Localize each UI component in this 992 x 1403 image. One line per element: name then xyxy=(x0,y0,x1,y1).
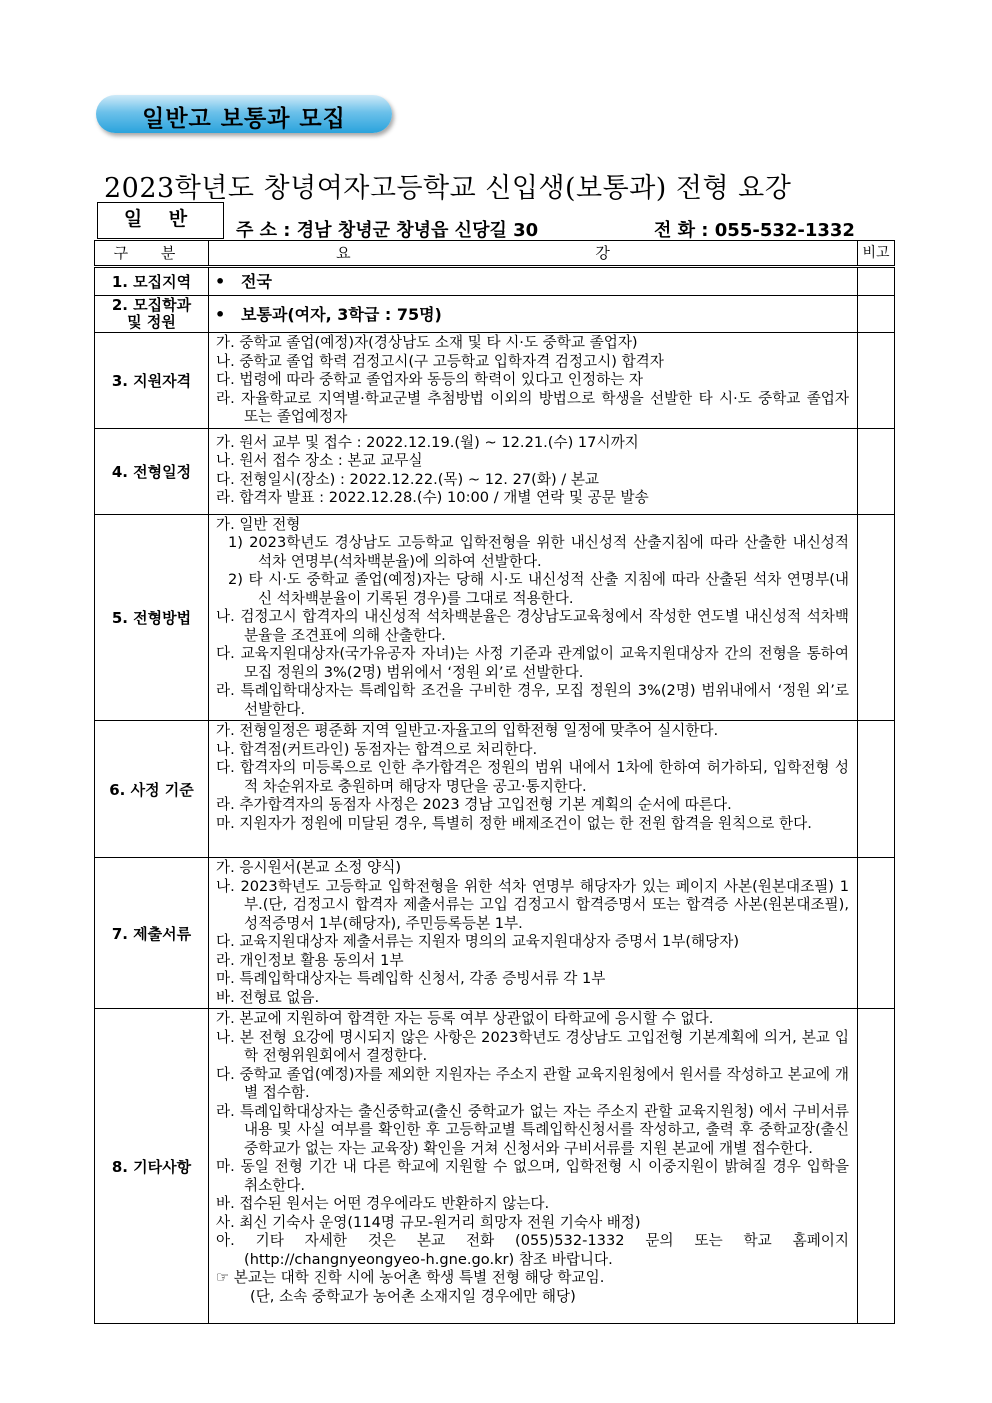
list-item: 마. 지원자가 정원에 미달된 경우, 특별히 정한 배제조건이 없는 한 전원 합격을 원칙으로 한다. xyxy=(216,814,812,832)
header-summary: 요 강 xyxy=(336,244,730,262)
list-item: 가. 중학교 졸업(예정)자(경상남도 소재 및 타 시·도 중학교 졸업자) xyxy=(216,334,638,351)
row-content: • 보통과(여자, 3학급 : 75명) xyxy=(215,304,442,324)
header-remarks: 비고 xyxy=(862,245,890,261)
list-item: 나. 중학교 졸업 학력 검정고시(구 고등학교 입학자격 검정고시) 합격자 xyxy=(216,352,664,370)
list-item: 사. 최신 기숙사 운영(114명 규모-원거리 희망자 전원 기숙사 배정) xyxy=(216,1213,641,1231)
list-item: 다. 합격자의 미등록으로 인한 추가합격은 정원의 범위 내에서 1차에 한하여 허가하되, 입학전형 성적 차순위자로 충원하며 해당자 명단을 공고·통지한다. xyxy=(216,759,849,795)
category-tag: 일 반 xyxy=(97,202,224,239)
list-item: 다. 교육지원대상자(국가유공자 자녀)는 사정 기준과 관계없이 교육지원대상자 간의 전형을 통하여 모집 정원의 3%(2명) 범위에서 ‘정원 외’로 선발한다. xyxy=(216,645,849,681)
remarks-cell xyxy=(858,514,895,721)
row-content xyxy=(209,429,857,509)
table-row xyxy=(95,858,895,1009)
table-header-row xyxy=(95,241,895,267)
row-label: 6. 사정 기준 xyxy=(95,721,209,858)
list-item: 나. 합격점(커트라인) 동점자는 합격으로 처리한다. xyxy=(216,740,538,758)
list-item: 나. 2023학년도 고등학교 입학전형을 위한 석차 연명부 해당자가 있는 페이지 사본(원본대조필) 1부.(단, 검정고시 합격자 제출서류는 고입 검정고시 합격증명서 또는 합격증 사본(원본대조필), 성적증명서 1부(해당자), 주민등록등본 1부. xyxy=(216,877,849,932)
list-item: 라. 특례입학대상자는 출신중학교(출신 중학교가 없는 자는 주소지 관할 교육지원청) 에서 구비서류 내용 및 사실 여부를 확인한 후 고등학교별 특례입학신청서를 작성하고, 출력 후 중학교장(출신 중학교가 없는 자는 교육장) 확인을 거쳐 신청서와 구비서류를 지원 본교에 개별 접수한다. xyxy=(216,1102,849,1157)
list-item: 마. 특례입학대상자는 특례입학 신청서, 각종 증빙서류 각 1부 xyxy=(216,970,606,987)
list-item: 나. 본 전형 요강에 명시되지 않은 사항은 2023학년도 경상남도 고입전형 기본계획에 의거, 본교 입학 전형위원회에서 결정한다. xyxy=(216,1028,849,1064)
row-label: 1. 모집지역 xyxy=(95,267,209,296)
note-item: (단, 소속 중학교가 농어촌 소재지일 경우에만 해당) xyxy=(250,1287,576,1305)
remarks-cell xyxy=(858,1009,895,1324)
phone: 전 화 : 055-532-1332 xyxy=(654,220,855,241)
page-title: 2023학년도 창녕여자고등학교 신입생(보통과) 전형 요강 xyxy=(104,173,792,204)
row-label: 7. 제출서류 xyxy=(95,858,209,1009)
row-content xyxy=(209,721,857,834)
list-item: 가. 전형일정은 평준화 지역 일반고·자율고의 입학전형 일정에 맞추어 실시한다. xyxy=(216,722,719,739)
list-item: 가. 일반 전형 xyxy=(216,515,301,533)
row-content xyxy=(209,515,857,721)
table-row xyxy=(95,428,895,514)
list-item: 가. 원서 교부 및 접수 : 2022.12.19.(월) ~ 12.21.(수) 17시까지 xyxy=(216,433,639,451)
address: 주 소 : 경남 창녕군 창녕읍 신당길 30 xyxy=(236,220,539,241)
row-label: 4. 전형일정 xyxy=(95,428,209,514)
remarks-cell xyxy=(858,267,895,296)
table-row xyxy=(95,333,895,429)
row-content xyxy=(209,333,857,428)
table-row xyxy=(95,296,895,333)
table-row xyxy=(95,514,895,721)
list-item: 가. 응시원서(본교 소정 양식) xyxy=(216,859,402,876)
row-label: 8. 기타사항 xyxy=(95,1009,209,1324)
list-item: 바. 전형료 없음. xyxy=(216,988,320,1006)
list-item: 바. 접수된 원서는 어떤 경우에라도 반환하지 않는다. xyxy=(216,1195,550,1212)
list-item: 라. 개인정보 활용 동의서 1부 xyxy=(216,951,404,969)
remarks-cell xyxy=(858,296,895,333)
list-item: 나. 원서 접수 장소 : 본교 교무실 xyxy=(216,452,423,469)
remarks-cell xyxy=(858,721,895,858)
row-label: 3. 지원자격 xyxy=(95,333,209,429)
row-content xyxy=(209,858,857,1008)
row-content: • 전국 xyxy=(215,272,272,291)
list-item: 라. 합격자 발표 : 2022.12.28.(수) 10:00 / 개별 연락 및 공문 발송 xyxy=(216,489,649,506)
header-category: 구 분 xyxy=(113,244,190,262)
list-item: 아. 기타 자세한 것은 본교 전화 (055)532-1332 문의 또는 학교 홈페이지 (http://changnyeongyeo-h.gne.go.kr) 참조 바랍니다. xyxy=(216,1232,849,1268)
table-row xyxy=(95,1009,895,1324)
remarks-cell xyxy=(858,858,895,1009)
list-item: 다. 중학교 졸업(예정)자를 제외한 지원자는 주소지 관할 교육지원청에서 원서를 작성하고 본교에 개별 접수함. xyxy=(216,1065,849,1101)
list-item: 라. 특례입학대상자는 특례입학 조건을 구비한 경우, 모집 정원의 3%(2명) 범위내에서 ‘정원 외’로 선발한다. xyxy=(216,682,849,718)
list-item: 라. 추가합격자의 동점자 사정은 2023 경남 고입전형 기본 계획의 순서에 따른다. xyxy=(216,796,732,813)
row-content xyxy=(209,1009,857,1307)
row-label: 5. 전형방법 xyxy=(95,514,209,721)
remarks-cell xyxy=(858,333,895,429)
admission-table xyxy=(94,240,895,1324)
note-item: ☞ 본교는 대학 진학 시에 농어촌 학생 특별 전형 해당 학교임. xyxy=(216,1269,605,1286)
table-row xyxy=(95,267,895,296)
list-item: 2) 타 시·도 중학교 졸업(예정)자는 당해 시·도 내신성적 산출 지침에 따라 산출된 석차 연명부(내신 석차백분율이 기록된 경우)를 그대로 적용한다. xyxy=(228,571,849,607)
list-item: 나. 검정고시 합격자의 내신성적 석차백분율은 경상남도교육청에서 작성한 연도별 내신성적 석차백분율을 조견표에 의해 산출한다. xyxy=(216,608,849,644)
table-row xyxy=(95,721,895,858)
section-banner xyxy=(96,95,392,133)
banner-text: 일반고 보통과 모집 xyxy=(142,106,346,132)
list-item: 가. 본교에 지원하여 합격한 자는 등록 여부 상관없이 타학교에 응시할 수 없다. xyxy=(216,1010,714,1027)
list-item: 다. 법령에 따라 중학교 졸업자와 동등의 학력이 있다고 인정하는 자 xyxy=(216,371,644,388)
row-label: 2. 모집학과 및 정원 xyxy=(95,296,209,333)
list-item: 라. 자율학교로 지역별·학교군별 추첨방법 이외의 방법으로 학생을 선발한 타 시·도 중학교 졸업자 또는 졸업예정자 xyxy=(216,389,849,425)
list-item: 다. 교육지원대상자 제출서류는 지원자 명의의 교육지원대상자 증명서 1부(해당자) xyxy=(216,933,740,950)
list-item: 1) 2023학년도 경상남도 고등학교 입학전형을 위한 내신성적 산출지침에 따라 산출한 내신성적 석차 연명부(석차백분율)에 의하여 선발한다. xyxy=(228,534,849,570)
list-item: 다. 전형일시(장소) : 2022.12.22.(목) ~ 12. 27(화) / 본교 xyxy=(216,470,600,488)
remarks-cell xyxy=(858,428,895,514)
list-item: 마. 동일 전형 기간 내 다른 학교에 지원할 수 없으며, 입학전형 시 이중지원이 밝혀질 경우 입학을 취소한다. xyxy=(216,1158,849,1194)
